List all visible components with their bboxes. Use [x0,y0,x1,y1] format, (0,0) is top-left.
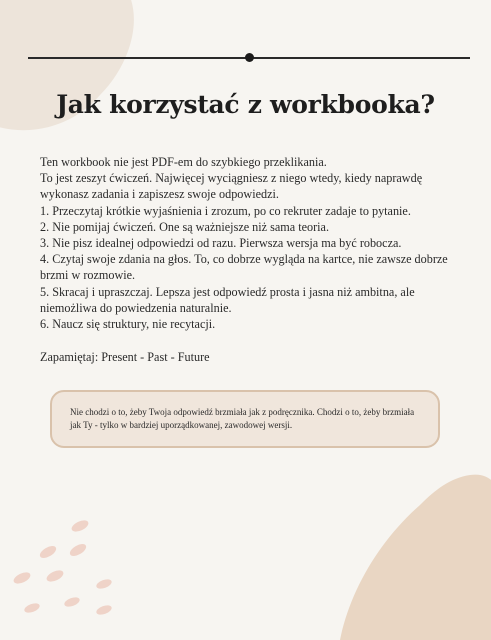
instructions-text [40,154,460,365]
reminder-line: Zapamiętaj: Present - Past - Future [40,350,210,365]
divider-dot [245,53,254,62]
tip-callout [50,390,440,448]
decorative-dots [0,510,140,630]
step-item: 3. Nie pisz idealnej odpowiedzi od razu. Pierwsza wersja ma być robocza. [40,236,402,251]
step-item: 1. Przeczytaj krótkie wyjaśnienia i zrozum, po co rekruter zadaje to pytanie. [40,203,411,218]
tip-text: Nie chodzi o to, żeby Twoja odpowiedź brzmiała jak z podręcznika. Chodzi o to, żeby brzmiała jak Ty - tylko w bardziej uporządkowanej, zawodowej wersji. [70,407,415,430]
intro-line: Ten workbook nie jest PDF-em do szybkiego przeklikania. [40,155,327,169]
step-item: 5. Skracaj i upraszczaj. Lepsza jest odpowiedź prosta i jasna niż ambitna, ale niemożliwa do powiedzenia naturalnie. [40,284,415,315]
decorative-blob-top-left [0,0,160,160]
step-item: 4. Czytaj swoje zdania na głos. To, co dobrze wygląda na kartce, nie zawsze dobrze brzmi w rozmowie. [40,252,448,283]
intro-line: To jest zeszyt ćwiczeń. Najwięcej wyciągniesz z niego wtedy, kiedy naprawdę wykonasz zadania i zapiszesz swoje odpowiedzi. [40,171,423,202]
step-item: 6. Naucz się struktury, nie recytacji. [40,317,216,332]
decorative-blob-bottom-right [340,470,491,640]
page-title: Jak korzystać z workbooka? [56,90,435,119]
step-item: 2. Nie pomijaj ćwiczeń. One są ważniejsze niż sama teoria. [40,219,329,234]
